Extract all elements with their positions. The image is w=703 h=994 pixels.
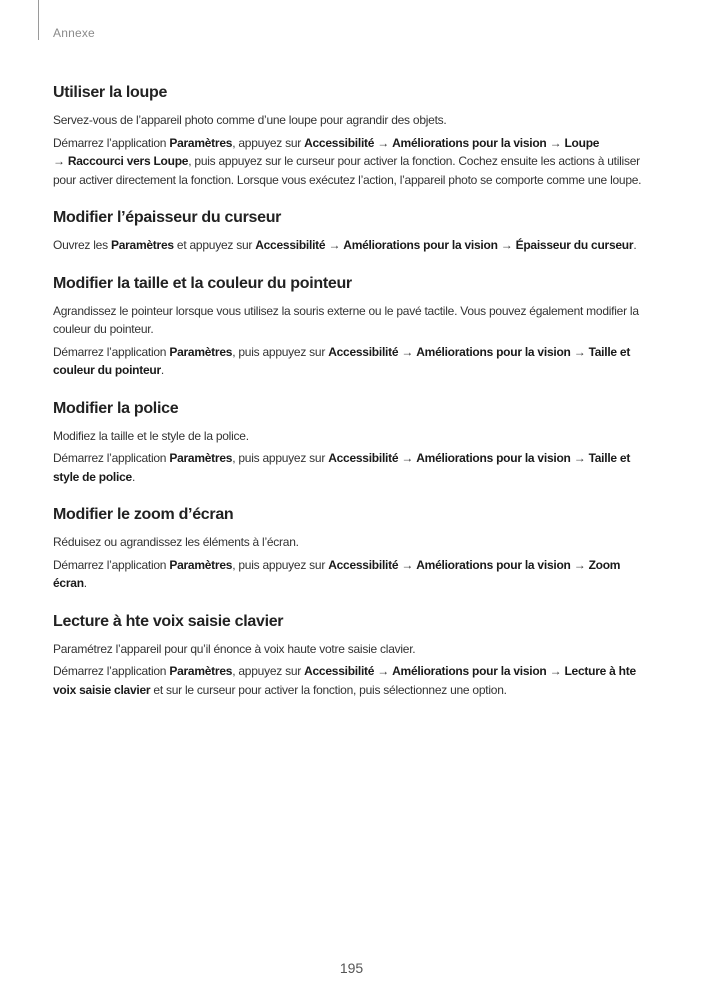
section-title: Modifier la taille et la couleur du pointeur	[53, 274, 352, 292]
instruction-text: Démarrez l’application	[53, 664, 170, 678]
arrow-icon: →	[328, 238, 341, 252]
section-title: Modifier l’épaisseur du curseur	[53, 209, 282, 226]
section-instructions	[53, 556, 653, 593]
arrow-icon: →	[401, 344, 414, 359]
section-title: Modifier la police	[53, 399, 179, 417]
section-keyboard-readout	[53, 611, 653, 700]
menu-path-cursor-thickness: Épaisseur du curseur	[515, 238, 634, 252]
arrow-icon: →	[377, 135, 390, 150]
menu-path-magnifier-shortcut: Raccourci vers Loupe	[67, 154, 189, 168]
section-instructions	[53, 662, 653, 699]
menu-path-accessibility: Accessibilité	[255, 238, 326, 252]
menu-path-settings: Paramètres	[110, 238, 174, 252]
page-number: 195	[339, 960, 364, 976]
section-intro: Agrandissez le pointeur lorsque vous utilisez la souris externe ou le pavé tactile. Vous pouvez également modifier la couleur du pointeur.	[53, 303, 639, 336]
instruction-text: Démarrez l’application	[53, 557, 170, 572]
menu-path-settings: Paramètres	[169, 451, 233, 465]
section-title: Utiliser la loupe	[53, 84, 168, 101]
section-instructions	[53, 236, 653, 255]
arrow-icon: →	[573, 344, 586, 359]
menu-path-accessibility: Accessibilité	[304, 135, 375, 150]
instruction-text: Démarrez l’application	[53, 344, 170, 359]
menu-path-settings: Paramètres	[169, 557, 233, 572]
menu-path-settings: Paramètres	[169, 664, 233, 678]
arrow-icon: →	[573, 451, 586, 465]
menu-path-accessibility: Accessibilité	[328, 557, 399, 572]
section-instructions	[53, 134, 653, 190]
menu-path-vision: Améliorations pour la vision	[343, 238, 498, 252]
instruction-text: .	[633, 238, 637, 252]
arrow-icon: →	[401, 557, 414, 572]
menu-path-vision: Améliorations pour la vision	[392, 664, 547, 678]
arrow-icon: →	[500, 238, 513, 252]
arrow-icon: →	[549, 664, 562, 678]
section-instructions	[53, 343, 653, 380]
arrow-icon: →	[549, 135, 562, 150]
instruction-text: Démarrez l’application	[53, 135, 170, 150]
menu-path-vision: Améliorations pour la vision	[416, 557, 571, 572]
instruction-text: et appuyez sur	[173, 238, 256, 252]
section-cursor-thickness	[53, 207, 653, 255]
section-magnifier	[53, 82, 653, 189]
menu-path-pointer-size-color: Taille et couleur du pointeur	[53, 344, 631, 377]
section-screen-zoom	[53, 504, 653, 593]
section-font	[53, 398, 653, 487]
section-pointer-size-color	[53, 273, 653, 380]
section-title: Lecture à hte voix saisie clavier	[53, 612, 284, 630]
header-divider	[38, 0, 39, 40]
menu-path-accessibility: Accessibilité	[304, 664, 375, 678]
menu-path-vision: Améliorations pour la vision	[392, 135, 547, 150]
instruction-text: , puis appuyez sur le curseur pour activer la fonction. Cochez ensuite les actions à utiliser pour activer directement la fonction. Lorsque vous exécutez l’action, l’appareil photo se comporte comme une loupe.	[53, 154, 642, 187]
menu-path-magnifier: Loupe	[564, 135, 600, 150]
menu-path-vision: Améliorations pour la vision	[416, 451, 571, 465]
instruction-text: Démarrez l’application	[53, 451, 170, 465]
instruction-text: .	[160, 363, 165, 377]
arrow-icon: →	[401, 451, 414, 465]
arrow-icon: →	[53, 154, 65, 168]
instruction-text: , appuyez sur	[232, 664, 305, 678]
section-intro: Paramétrez l’appareil pour qu’il énonce à voix haute votre saisie clavier.	[53, 641, 416, 656]
menu-path-keyboard-readout: Lecture à hte voix saisie clavier	[53, 664, 636, 697]
section-intro: Réduisez ou agrandissez les éléments à l’écran.	[53, 535, 299, 549]
instruction-text: , puis appuyez sur	[232, 557, 329, 572]
page-content	[53, 82, 653, 703]
instruction-text: et sur le curseur pour activer la fonction, puis sélectionnez une option.	[150, 682, 507, 697]
section-intro: Servez-vous de l’appareil photo comme d’une loupe pour agrandir des objets.	[53, 113, 447, 127]
menu-path-settings: Paramètres	[169, 344, 233, 359]
menu-path-settings: Paramètres	[169, 135, 233, 150]
arrow-icon: →	[377, 664, 390, 678]
section-intro: Modifiez la taille et le style de la police.	[53, 428, 249, 443]
instruction-text: .	[83, 576, 87, 590]
section-title: Modifier le zoom d’écran	[53, 506, 234, 523]
instruction-text: , puis appuyez sur	[232, 344, 329, 359]
instruction-text: .	[131, 469, 136, 484]
instruction-text: , appuyez sur	[232, 135, 305, 150]
menu-path-font-size-style: Taille et style de police	[53, 451, 631, 484]
section-instructions	[53, 449, 653, 486]
menu-path-vision: Améliorations pour la vision	[416, 344, 571, 359]
instruction-text: , puis appuyez sur	[232, 451, 329, 465]
arrow-icon: →	[573, 557, 586, 572]
instruction-text: Ouvrez les	[53, 238, 111, 252]
menu-path-accessibility: Accessibilité	[328, 451, 399, 465]
menu-path-accessibility: Accessibilité	[328, 344, 399, 359]
running-header: Annexe	[53, 26, 95, 40]
menu-path-screen-zoom: Zoom écran	[53, 557, 621, 590]
